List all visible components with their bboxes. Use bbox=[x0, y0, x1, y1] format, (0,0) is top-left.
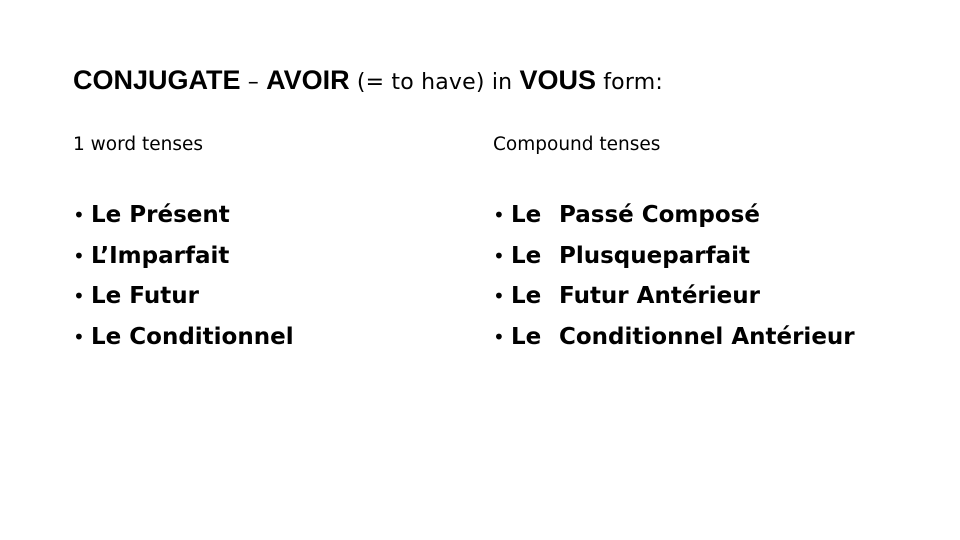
list-item bbox=[493, 276, 855, 317]
title-conjugate: CONJUGATE bbox=[73, 65, 241, 95]
list-item bbox=[493, 236, 855, 277]
tense-article: Le bbox=[511, 283, 542, 310]
list-item bbox=[73, 195, 294, 236]
list-item bbox=[493, 195, 855, 236]
title-dash: – bbox=[240, 70, 267, 95]
title-form: form: bbox=[596, 70, 663, 95]
tense-name: L’Imparfait bbox=[91, 242, 230, 269]
title-avoir: AVOIR bbox=[266, 65, 350, 95]
tense-name: Présent bbox=[129, 202, 230, 229]
list-item bbox=[73, 276, 294, 317]
bullet-icon: • bbox=[493, 243, 505, 268]
bullet-icon: • bbox=[73, 284, 85, 309]
compound-tenses-heading: Compound tenses bbox=[493, 134, 661, 155]
bullet-icon: • bbox=[73, 203, 85, 228]
tense-article: Le bbox=[511, 323, 542, 350]
tense-article: Le bbox=[91, 202, 122, 229]
bullet-icon: • bbox=[73, 243, 85, 268]
one-word-tenses-heading: 1 word tenses bbox=[73, 134, 204, 155]
list-item bbox=[73, 236, 294, 277]
bullet-icon: • bbox=[493, 284, 505, 309]
tense-name: Conditionnel Antérieur bbox=[559, 323, 855, 350]
tense-article: Le bbox=[511, 202, 542, 229]
bullet-icon: • bbox=[73, 324, 85, 349]
tense-article: Le bbox=[91, 283, 122, 310]
list-item bbox=[493, 317, 855, 358]
tense-name: Conditionnel bbox=[129, 323, 294, 350]
tense-name: Passé Composé bbox=[559, 202, 760, 229]
title-vous: VOUS bbox=[519, 65, 597, 95]
bullet-icon: • bbox=[493, 324, 505, 349]
bullet-icon: • bbox=[493, 203, 505, 228]
compound-tenses-list bbox=[493, 195, 855, 357]
tense-article: Le bbox=[91, 323, 122, 350]
tense-name: Futur bbox=[129, 283, 199, 310]
title-to-have: (= to have) in bbox=[349, 70, 520, 95]
slide-title bbox=[73, 60, 663, 103]
tense-name: Futur Antérieur bbox=[559, 283, 760, 310]
list-item bbox=[73, 317, 294, 358]
one-word-tenses-list bbox=[73, 195, 294, 357]
tense-name: Plusqueparfait bbox=[559, 242, 750, 269]
tense-article: Le bbox=[511, 242, 542, 269]
